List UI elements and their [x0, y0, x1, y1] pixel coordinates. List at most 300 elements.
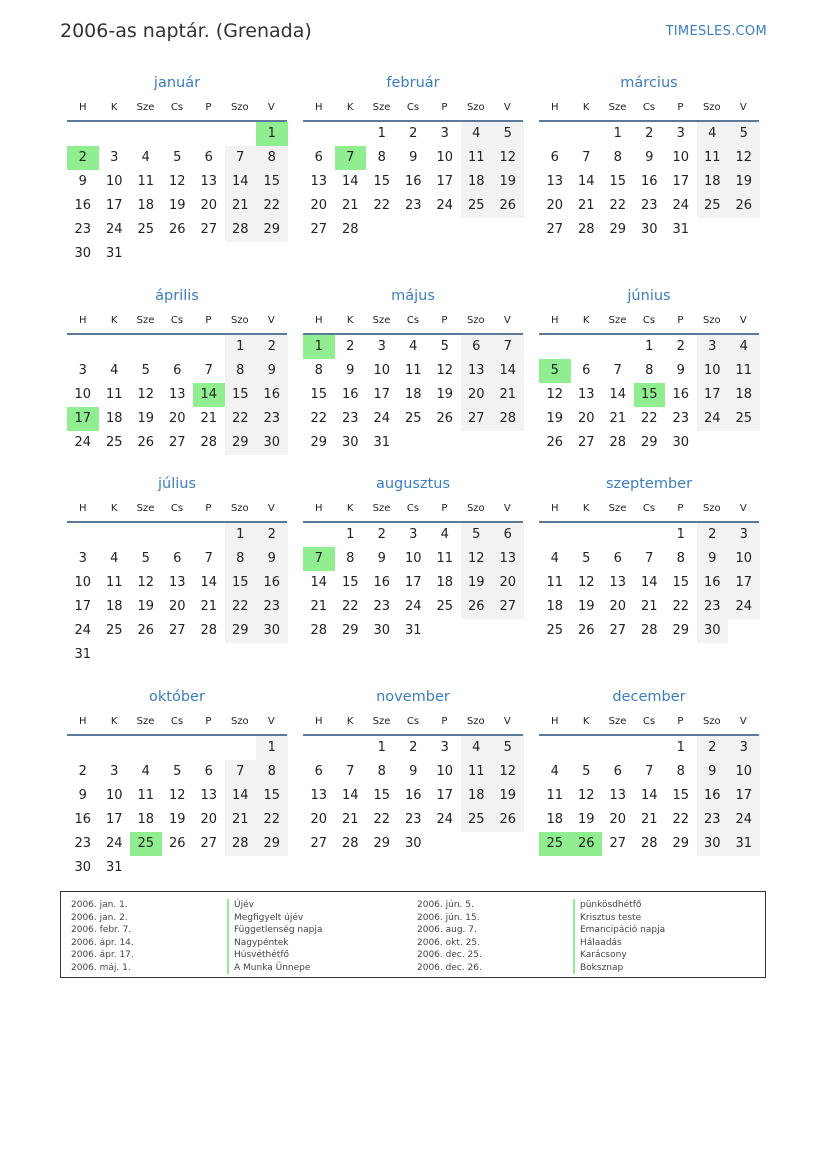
empty-cell — [162, 335, 194, 359]
day-cell: 4 — [141, 764, 150, 779]
day-cell: 4 — [440, 527, 449, 542]
day-cell: 18 — [404, 387, 422, 402]
day-cell: 5 — [492, 122, 524, 146]
day-cell: 3 — [697, 335, 729, 359]
weekday-label: Sze — [608, 102, 627, 113]
day-cell: 16 — [74, 198, 92, 213]
day-cell: 10 — [436, 150, 454, 165]
day-cell: 15 — [672, 575, 690, 590]
day-cell: 10 — [373, 363, 391, 378]
day-cell: 9 — [377, 551, 386, 566]
holiday-day-cell: 15 — [634, 383, 666, 407]
day-cell: 27 — [609, 623, 627, 638]
day-cell: 29 — [373, 836, 391, 851]
empty-cell — [602, 335, 634, 359]
weekday-label: V — [267, 716, 275, 727]
day-cell: 2 — [645, 126, 654, 141]
day-cell: 19 — [577, 812, 595, 827]
day-grid — [539, 523, 760, 643]
weekday-label: V — [267, 503, 275, 514]
day-cell: 26 — [577, 623, 595, 638]
empty-cell — [193, 523, 225, 547]
month-calendar — [303, 688, 523, 856]
day-cell: 14 — [640, 788, 658, 803]
weekday-label: P — [441, 102, 448, 113]
day-cell: 3 — [440, 740, 449, 755]
empty-cell — [303, 523, 335, 547]
weekday-label: H — [550, 315, 559, 326]
day-cell: 8 — [613, 150, 622, 165]
day-cell: 25 — [137, 222, 155, 237]
day-cell: 23 — [256, 407, 288, 431]
day-grid — [303, 122, 524, 242]
day-cell: 4 — [728, 335, 760, 359]
day-grid — [539, 335, 760, 455]
day-cell: 31 — [404, 623, 422, 638]
day-cell: 17 — [105, 812, 123, 827]
month-name: december — [612, 689, 686, 705]
weekday-label: Szo — [702, 503, 721, 514]
day-cell: 19 — [436, 387, 454, 402]
holiday-day-cell: 14 — [193, 383, 225, 407]
day-cell: 1 — [613, 126, 622, 141]
holiday-day-cell: 2 — [67, 146, 99, 170]
weekday-label: V — [267, 315, 275, 326]
day-cell: 6 — [492, 523, 524, 547]
weekday-header — [303, 311, 523, 335]
day-cell: 30 — [74, 246, 92, 261]
day-cell: 15 — [225, 571, 257, 595]
weekday-label: Szo — [230, 716, 249, 727]
weekday-label: H — [78, 315, 87, 326]
day-cell: 21 — [341, 198, 359, 213]
day-cell: 21 — [609, 411, 627, 426]
day-cell: 3 — [440, 126, 449, 141]
weekday-label: Cs — [170, 102, 184, 113]
day-cell: 4 — [409, 339, 418, 354]
day-cell: 25 — [728, 407, 760, 431]
weekday-label: H — [550, 503, 559, 514]
day-cell: 21 — [492, 383, 524, 407]
day-cell: 27 — [200, 836, 218, 851]
day-cell: 11 — [137, 174, 155, 189]
day-cell: 12 — [546, 387, 564, 402]
day-cell: 28 — [200, 435, 218, 450]
day-cell: 24 — [404, 599, 422, 614]
month-name: április — [155, 288, 199, 304]
day-cell: 25 — [404, 411, 422, 426]
day-cell: 9 — [346, 363, 355, 378]
weekday-label: Cs — [642, 716, 656, 727]
month-name: augusztus — [375, 476, 451, 492]
day-cell: 5 — [492, 736, 524, 760]
weekday-label: Szo — [702, 315, 721, 326]
day-cell: 22 — [256, 808, 288, 832]
day-grid — [67, 736, 288, 880]
weekday-label: Szo — [230, 503, 249, 514]
day-cell: 24 — [105, 222, 123, 237]
day-cell: 22 — [225, 595, 257, 619]
day-cell: 23 — [640, 198, 658, 213]
day-cell: 15 — [609, 174, 627, 189]
day-cell: 27 — [168, 435, 186, 450]
weekday-label: P — [205, 102, 212, 113]
day-cell: 24 — [436, 812, 454, 827]
day-cell: 15 — [310, 387, 328, 402]
day-cell: 5 — [440, 339, 449, 354]
holiday-date: 2006. ápr. 14. — [71, 937, 134, 948]
weekday-label: Sze — [608, 716, 627, 727]
month-calendar — [67, 475, 287, 667]
day-cell: 25 — [697, 194, 729, 218]
day-cell: 19 — [137, 599, 155, 614]
day-cell: 22 — [341, 599, 359, 614]
weekday-label: V — [739, 315, 747, 326]
empty-cell — [335, 736, 367, 760]
month-name: május — [391, 288, 435, 304]
weekday-header — [539, 98, 759, 122]
day-cell: 7 — [225, 760, 257, 784]
day-cell: 26 — [137, 623, 155, 638]
day-cell: 22 — [373, 812, 391, 827]
day-cell: 2 — [346, 339, 355, 354]
empty-cell — [602, 523, 634, 547]
holiday-day-cell: 7 — [335, 146, 367, 170]
holiday-name: A Munka Ünnepe — [227, 962, 322, 975]
day-cell: 27 — [461, 407, 493, 431]
day-cell: 17 — [74, 599, 92, 614]
day-cell: 27 — [492, 595, 524, 619]
empty-cell — [602, 736, 634, 760]
day-cell: 21 — [225, 808, 257, 832]
weekday-label: Cs — [406, 716, 420, 727]
day-cell: 29 — [672, 623, 690, 638]
day-cell: 9 — [256, 359, 288, 383]
month-calendar — [539, 287, 759, 455]
weekday-label: K — [110, 503, 118, 514]
day-cell: 18 — [461, 784, 493, 808]
holiday-day-cell: 26 — [571, 832, 603, 856]
weekday-label: H — [78, 503, 87, 514]
day-cell: 13 — [609, 788, 627, 803]
day-cell: 10 — [728, 760, 760, 784]
day-cell: 12 — [492, 760, 524, 784]
day-cell: 3 — [110, 764, 119, 779]
weekday-label: H — [78, 716, 87, 727]
day-cell: 1 — [256, 736, 288, 760]
holiday-name-column — [573, 899, 665, 974]
empty-cell — [162, 523, 194, 547]
day-cell: 23 — [341, 411, 359, 426]
day-cell: 12 — [728, 146, 760, 170]
day-cell: 10 — [74, 387, 92, 402]
weekday-label: Szo — [466, 503, 485, 514]
holiday-name: Boksznap — [573, 962, 665, 975]
day-cell: 30 — [697, 619, 729, 643]
month-name: június — [627, 288, 671, 304]
weekday-label: H — [314, 102, 323, 113]
day-cell: 10 — [672, 150, 690, 165]
day-cell: 2 — [256, 523, 288, 547]
holiday-date: 2006. jan. 1. — [71, 900, 128, 910]
day-cell: 10 — [697, 359, 729, 383]
weekday-label: Szo — [230, 315, 249, 326]
holiday-day-cell: 7 — [303, 547, 335, 571]
day-grid — [303, 523, 524, 643]
day-cell: 24 — [436, 198, 454, 213]
month-calendar — [67, 287, 287, 455]
weekday-label: P — [205, 503, 212, 514]
day-cell: 7 — [613, 363, 622, 378]
day-cell: 17 — [404, 575, 422, 590]
day-cell: 12 — [492, 146, 524, 170]
day-cell: 17 — [697, 383, 729, 407]
day-cell: 18 — [137, 198, 155, 213]
day-cell: 4 — [550, 764, 559, 779]
holiday-date: 2006. febr. 7. — [71, 925, 132, 935]
day-cell: 17 — [105, 198, 123, 213]
day-cell: 11 — [137, 788, 155, 803]
day-cell: 2 — [697, 736, 729, 760]
month-calendar — [67, 74, 287, 266]
day-cell: 21 — [225, 194, 257, 218]
day-cell: 7 — [204, 363, 213, 378]
day-cell: 12 — [168, 174, 186, 189]
weekday-label: Szo — [466, 102, 485, 113]
weekday-label: K — [110, 315, 118, 326]
day-cell: 3 — [409, 527, 418, 542]
empty-cell — [571, 523, 603, 547]
empty-cell — [193, 122, 225, 146]
day-cell: 26 — [728, 194, 760, 218]
weekday-label: Sze — [136, 716, 155, 727]
day-cell: 10 — [404, 551, 422, 566]
day-cell: 7 — [225, 146, 257, 170]
weekday-label: K — [346, 102, 354, 113]
day-cell: 21 — [341, 812, 359, 827]
holiday-day-cell: 1 — [303, 335, 335, 359]
day-cell: 20 — [609, 599, 627, 614]
holiday-name: Emancipáció napja — [573, 924, 665, 937]
weekday-label: K — [582, 315, 590, 326]
day-cell: 22 — [640, 411, 658, 426]
day-cell: 29 — [341, 623, 359, 638]
weekday-label: Sze — [608, 315, 627, 326]
day-cell: 28 — [310, 623, 328, 638]
empty-cell — [634, 736, 666, 760]
day-cell: 13 — [310, 788, 328, 803]
day-cell: 18 — [546, 812, 564, 827]
day-cell: 29 — [256, 218, 288, 242]
empty-cell — [225, 736, 257, 760]
day-cell: 20 — [168, 411, 186, 426]
day-cell: 18 — [697, 170, 729, 194]
day-cell: 13 — [546, 174, 564, 189]
weekday-label: Sze — [608, 503, 627, 514]
day-cell: 25 — [105, 435, 123, 450]
empty-cell — [130, 122, 162, 146]
holiday-name: Karácsony — [573, 949, 665, 962]
day-cell: 8 — [676, 764, 685, 779]
weekday-header — [303, 712, 523, 736]
weekday-label: Cs — [170, 503, 184, 514]
day-cell: 31 — [672, 222, 690, 237]
day-cell: 5 — [173, 764, 182, 779]
weekday-label: P — [441, 716, 448, 727]
day-cell: 1 — [346, 527, 355, 542]
day-cell: 18 — [461, 170, 493, 194]
weekday-label: V — [503, 503, 511, 514]
day-cell: 3 — [110, 150, 119, 165]
day-cell: 31 — [74, 647, 92, 662]
day-cell: 6 — [314, 764, 323, 779]
day-cell: 9 — [256, 547, 288, 571]
weekday-label: Szo — [702, 102, 721, 113]
day-grid — [67, 335, 288, 455]
brand-link[interactable]: TIMESLES.COM — [665, 24, 767, 39]
day-cell: 7 — [492, 335, 524, 359]
holiday-date: 2006. dec. 25. — [417, 950, 482, 960]
day-cell: 23 — [404, 812, 422, 827]
weekday-label: Sze — [372, 503, 391, 514]
day-cell: 22 — [310, 411, 328, 426]
weekday-label: K — [346, 315, 354, 326]
day-cell: 24 — [728, 808, 760, 832]
day-cell: 5 — [582, 551, 591, 566]
day-cell: 3 — [377, 339, 386, 354]
day-cell: 31 — [105, 860, 123, 875]
weekday-label: V — [739, 716, 747, 727]
day-cell: 21 — [200, 599, 218, 614]
day-cell: 11 — [546, 575, 564, 590]
day-cell: 2 — [78, 764, 87, 779]
day-cell: 13 — [200, 788, 218, 803]
day-cell: 14 — [577, 174, 595, 189]
day-cell: 6 — [314, 150, 323, 165]
weekday-header — [539, 499, 759, 523]
day-cell: 6 — [173, 551, 182, 566]
day-cell: 9 — [676, 363, 685, 378]
day-cell: 29 — [310, 435, 328, 450]
weekday-label: K — [346, 716, 354, 727]
day-cell: 16 — [256, 571, 288, 595]
day-cell: 29 — [609, 222, 627, 237]
weekday-label: K — [110, 102, 118, 113]
month-name: január — [153, 75, 201, 91]
month-calendar — [303, 475, 523, 643]
day-cell: 22 — [672, 812, 690, 827]
holiday-name: Krisztus teste — [573, 912, 665, 925]
day-cell: 8 — [225, 359, 257, 383]
empty-cell — [130, 523, 162, 547]
weekday-label: Sze — [136, 315, 155, 326]
day-cell: 30 — [256, 619, 288, 643]
day-cell: 27 — [200, 222, 218, 237]
day-cell: 5 — [461, 523, 493, 547]
day-cell: 11 — [404, 363, 422, 378]
day-cell: 24 — [74, 435, 92, 450]
day-cell: 14 — [225, 170, 257, 194]
month-name: szeptember — [605, 476, 693, 492]
weekday-label: Cs — [170, 716, 184, 727]
day-cell: 9 — [409, 150, 418, 165]
day-cell: 16 — [697, 784, 729, 808]
day-cell: 12 — [168, 788, 186, 803]
day-cell: 2 — [676, 339, 685, 354]
day-cell: 28 — [225, 218, 257, 242]
day-cell: 22 — [672, 599, 690, 614]
day-cell: 11 — [728, 359, 760, 383]
day-cell: 15 — [256, 784, 288, 808]
day-cell: 16 — [74, 812, 92, 827]
holiday-day-cell: 25 — [539, 832, 571, 856]
weekday-label: Sze — [372, 102, 391, 113]
day-cell: 13 — [461, 359, 493, 383]
day-cell: 19 — [137, 411, 155, 426]
day-cell: 30 — [672, 435, 690, 450]
weekday-label: Szo — [702, 716, 721, 727]
day-cell: 26 — [546, 435, 564, 450]
day-cell: 30 — [404, 836, 422, 851]
day-cell: 23 — [404, 198, 422, 213]
holiday-date: 2006. aug. 7. — [417, 925, 477, 935]
weekday-label: P — [677, 503, 684, 514]
day-cell: 20 — [310, 812, 328, 827]
day-cell: 31 — [728, 832, 760, 856]
day-cell: 26 — [492, 194, 524, 218]
day-cell: 10 — [105, 788, 123, 803]
day-cell: 31 — [373, 435, 391, 450]
day-cell: 20 — [546, 198, 564, 213]
day-cell: 5 — [728, 122, 760, 146]
weekday-label: Cs — [642, 102, 656, 113]
day-cell: 25 — [546, 623, 564, 638]
day-cell: 28 — [200, 623, 218, 638]
day-cell: 11 — [436, 551, 454, 566]
day-cell: 16 — [373, 575, 391, 590]
empty-cell — [130, 335, 162, 359]
day-cell: 13 — [310, 174, 328, 189]
day-cell: 12 — [436, 363, 454, 378]
day-cell: 24 — [697, 407, 729, 431]
day-cell: 18 — [105, 411, 123, 426]
weekday-label: H — [314, 716, 323, 727]
day-cell: 19 — [461, 571, 493, 595]
day-cell: 27 — [577, 435, 595, 450]
day-cell: 5 — [141, 363, 150, 378]
holiday-name-column — [227, 899, 322, 974]
day-cell: 21 — [200, 411, 218, 426]
day-cell: 29 — [672, 836, 690, 851]
empty-cell — [571, 736, 603, 760]
day-cell: 15 — [373, 174, 391, 189]
day-cell: 25 — [461, 808, 493, 832]
day-cell: 2 — [377, 527, 386, 542]
day-grid — [67, 122, 288, 266]
day-cell: 15 — [373, 788, 391, 803]
day-cell: 13 — [168, 387, 186, 402]
weekday-label: P — [677, 102, 684, 113]
day-cell: 19 — [546, 411, 564, 426]
empty-cell — [571, 122, 603, 146]
day-cell: 12 — [137, 387, 155, 402]
empty-cell — [99, 736, 131, 760]
day-cell: 8 — [645, 363, 654, 378]
day-cell: 6 — [582, 363, 591, 378]
day-cell: 30 — [373, 623, 391, 638]
day-cell: 22 — [225, 407, 257, 431]
weekday-label: Cs — [406, 315, 420, 326]
